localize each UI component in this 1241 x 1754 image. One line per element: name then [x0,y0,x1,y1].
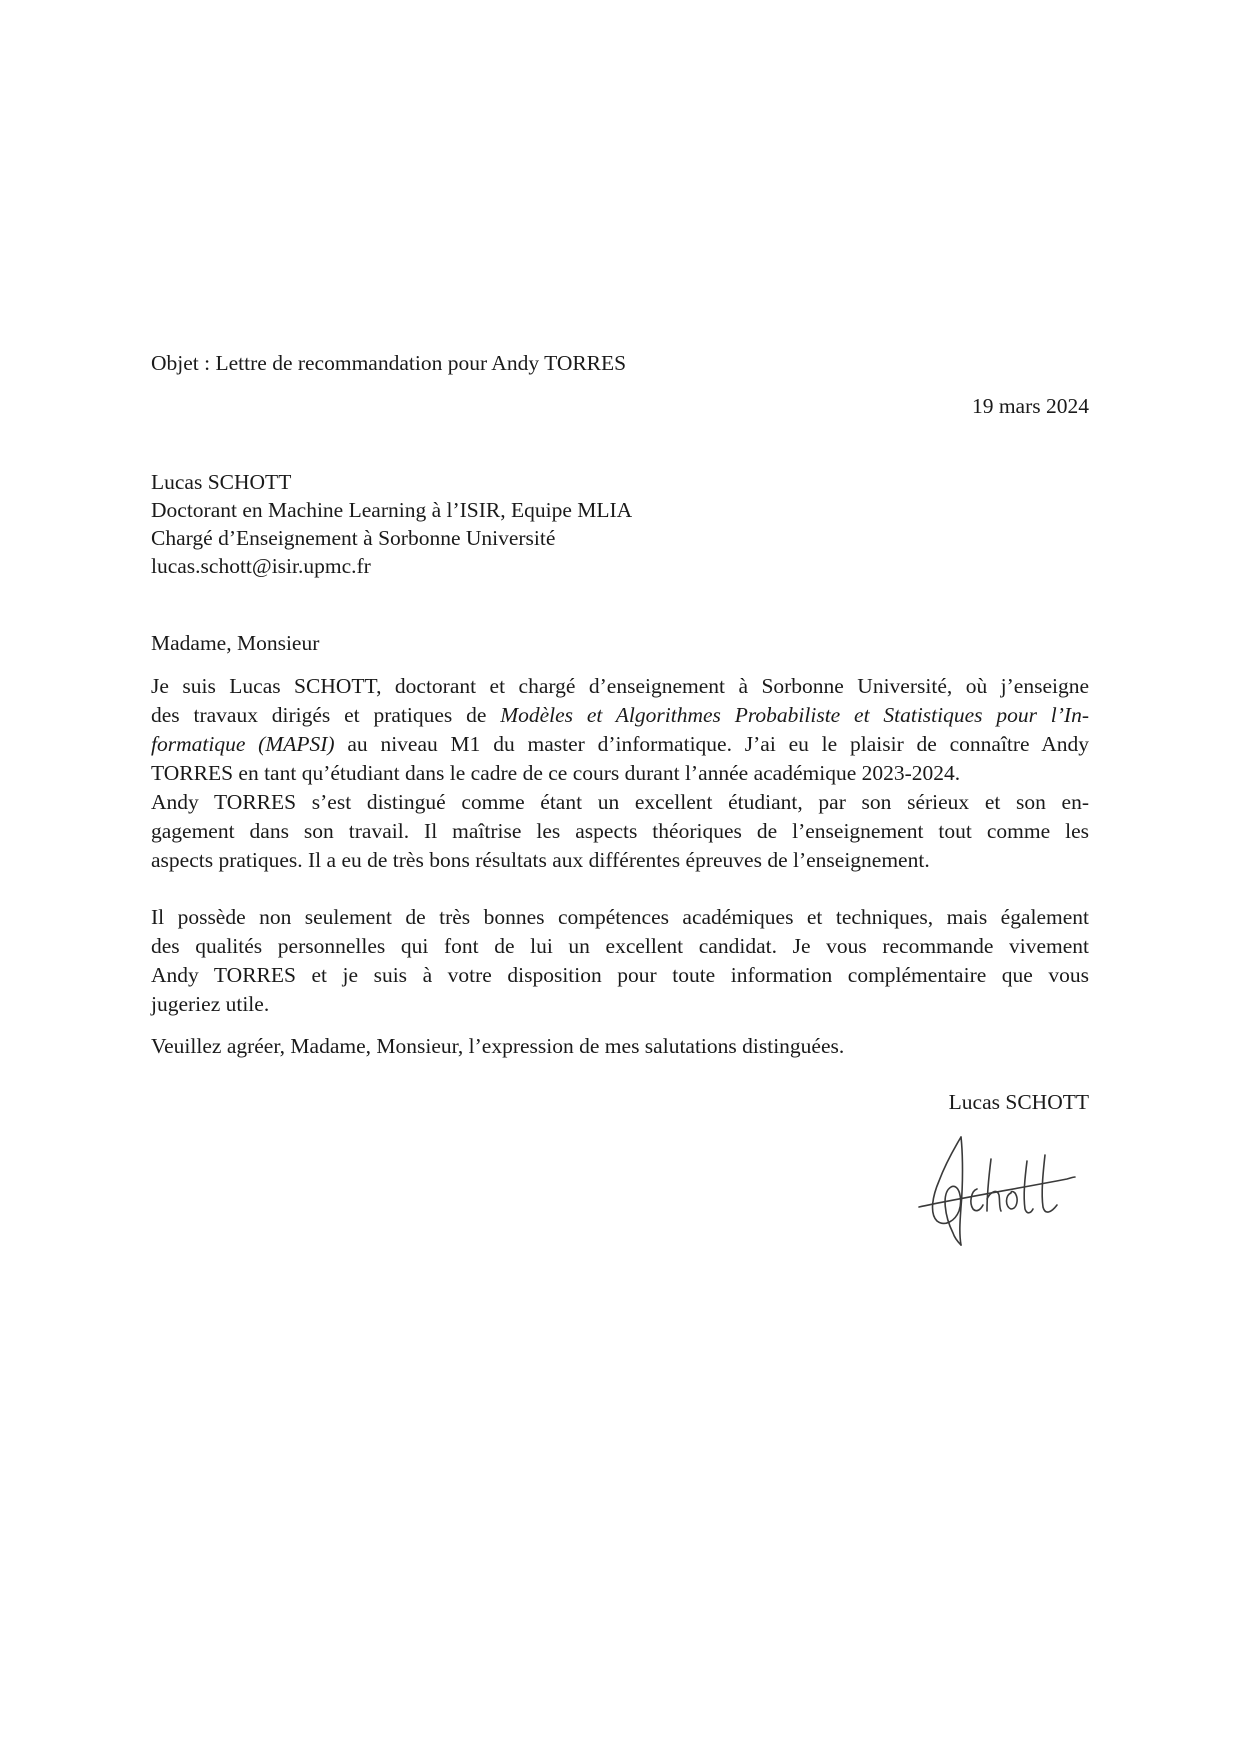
sender-email: lucas.schott@isir.upmc.fr [151,554,371,578]
signature-name: Lucas SCHOTT [948,1090,1089,1114]
paragraph-1 [151,672,1089,788]
paragraph-1-line-4: TORRES en tant qu’étudiant dans le cadre de ce cours durant l’année académique 2023-2024. [151,761,961,785]
greeting: Madame, Monsieur [151,631,320,655]
course-title-part-1: Modèles et Algorithmes Probabiliste et Statistiques pour l’In- [500,703,1089,727]
paragraph-2 [151,788,1089,875]
paragraph-2-line-1: Andy TORRES s’est distingué comme étant un excellent étudiant, par son sérieux et son en- [151,790,1089,814]
paragraph-1-line-3-text: au niveau M1 du master d’informatique. J’ai eu le plaisir de connaître Andy [334,732,1089,756]
paragraph-3-line-3: Andy TORRES et je suis à votre disposition pour toute information complémentaire que vous [151,963,1089,987]
paragraph-1-line-1: Je suis Lucas SCHOTT, doctorant et chargé d’enseignement à Sorbonne Université, où j’enseigne [151,674,1089,698]
paragraph-1-line-2 [151,701,1089,730]
paragraph-3 [151,903,1089,1019]
paragraph-3-line-1: Il possède non seulement de très bonnes compétences académiques et techniques, mais également [151,905,1089,929]
paragraph-1-line-3 [151,730,1089,759]
letter-date: 19 mars 2024 [971,394,1089,418]
closing-formula: Veuillez agréer, Madame, Monsieur, l’expression de mes salutations distinguées. [151,1034,845,1058]
paragraph-1-line-2-text: des travaux dirigés et pratiques de [151,703,501,727]
paragraph-3-line-2: des qualités personnelles qui font de lui un excellent candidat. Je vous recommande vivement [151,934,1089,958]
letter-subject: Objet : Lettre de recommandation pour Andy TORRES [151,351,627,375]
sender-title-2: Chargé d’Enseignement à Sorbonne Université [151,526,556,550]
sender-block [151,468,632,580]
paragraph-2-line-3: aspects pratiques. Il a eu de très bons résultats aux différentes épreuves de l’enseignement. [151,848,930,872]
handwritten-signature-icon [915,1125,1085,1250]
paragraph-2-line-2: gagement dans son travail. Il maîtrise les aspects théoriques de l’enseignement tout comme les [151,819,1089,843]
course-title-part-2: formatique (MAPSI) [151,732,335,756]
paragraph-3-line-4: jugeriez utile. [151,992,270,1016]
sender-name: Lucas SCHOTT [151,470,292,494]
sender-title-1: Doctorant en Machine Learning à l’ISIR, Equipe MLIA [151,498,633,522]
